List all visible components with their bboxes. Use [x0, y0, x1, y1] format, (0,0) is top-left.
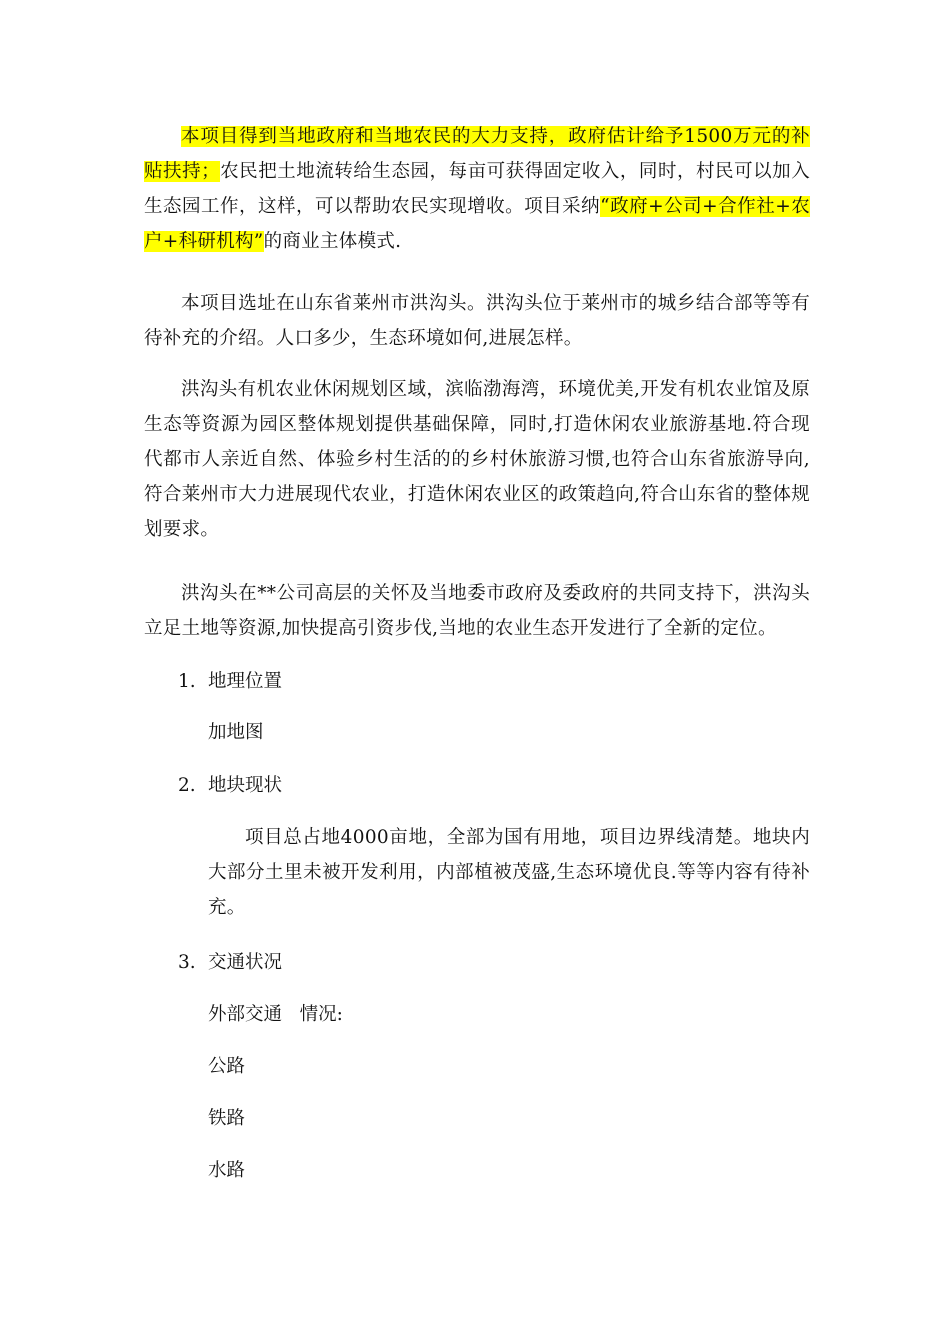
- section-number: 3.: [178, 952, 196, 973]
- highlight-model: “政府+公司+合作社+农户+科研机构”: [144, 196, 811, 252]
- highlight-subsidy: 本项目得到当地政府和当地农民的大力支持，政府估计给予1500万元的补贴扶持；: [144, 126, 810, 182]
- text-farmers: 农民把土地流转给生态园，每亩可获得固定收入，同时，村民可以加入生态园工作，这样，可以帮助农民实现增收。项目采纳: [144, 161, 810, 217]
- section-title: 交通状况: [208, 952, 283, 973]
- traffic-item-road: 公路: [208, 1056, 246, 1077]
- paragraph-planning: 洪沟头有机农业休闲规划区域，滨临渤海湾，环境优美,开发有机农业馆及原生态等资源为园区整体规划提供基础保障，同时,打造休闲农业旅游基地.符合现代都市人亲近自然、体验乡村生活的的乡村休旅游习惯,也符合山东省旅游导向,符合莱州市大力进展现代农业，打造休闲农业区的政策趋向,符合山东省的整体规划要求。: [144, 379, 810, 540]
- section-title: 地块现状: [208, 775, 283, 796]
- paragraph-location: 本项目选址在山东省莱州市洪沟头。洪沟头位于莱州市的城乡结合部等等有待补充的介绍。人口多少，生态环境如何,进展怎样。: [144, 293, 810, 349]
- paragraph-positioning: 洪沟头在**公司高层的关怀及当地委市政府及委政府的共同支持下，洪沟头立足土地等资源,加快提高引资步伐,当地的农业生态开发进行了全新的定位。: [144, 583, 810, 639]
- section-number: 1.: [178, 671, 196, 692]
- paragraph-support: [144, 119, 810, 259]
- section-content-land: 项目总占地4000亩地，全部为国有用地，项目边界线清楚。地块内大部分土里未被开发利用，内部植被茂盛,生态环境优良.等等内容有待补充。: [208, 827, 810, 918]
- traffic-item-external: 外部交通 情况:: [208, 1004, 343, 1025]
- traffic-item-water: 水路: [208, 1160, 246, 1181]
- section-heading-land: [178, 768, 282, 803]
- section-heading-traffic: [178, 945, 282, 980]
- section-number: 2.: [178, 775, 196, 796]
- traffic-item-rail: 铁路: [208, 1108, 246, 1129]
- section-title: 地理位置: [208, 671, 283, 692]
- section-heading-geo: [178, 664, 282, 699]
- text-model-suffix: 的商业主体模式.: [263, 231, 402, 252]
- section-content-map: 加地图: [208, 722, 264, 743]
